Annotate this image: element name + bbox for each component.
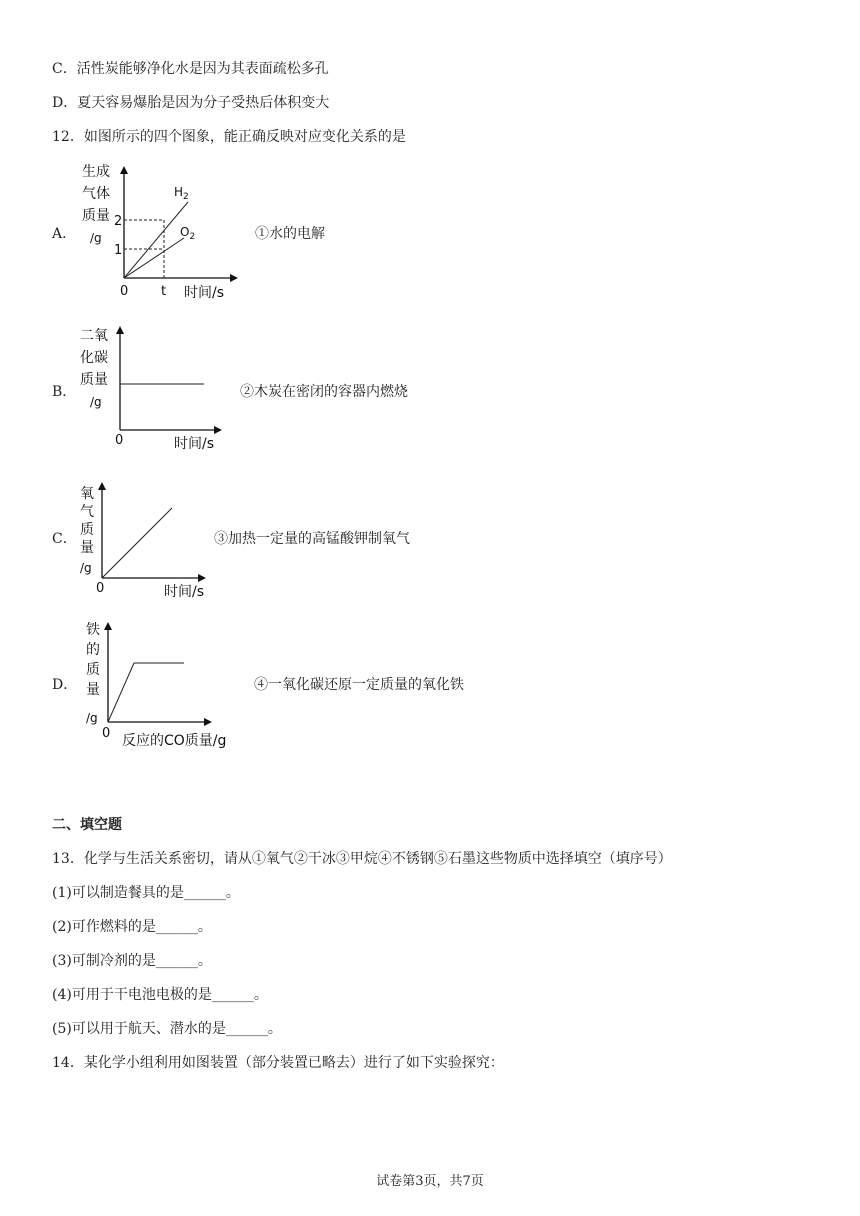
section-2-title: 二、填空题	[52, 817, 122, 833]
graph-d-xlabel: 反应的CO质量/g	[122, 733, 227, 749]
graph-c-ylabel-2: 质	[80, 522, 94, 538]
option-c-letter: C．	[52, 531, 77, 547]
graph-a-tick-y1: 1	[114, 243, 123, 258]
graph-a-ylabel-1: 气体	[82, 186, 110, 202]
q13-item-1: (1)可以制造餐具的是______。	[52, 885, 240, 901]
graph-a-h2-label: $H_2$	[174, 185, 189, 202]
graph-c-ylabel-3: 量	[80, 540, 94, 556]
graph-b	[78, 320, 238, 459]
graph-a-ylabel-2: 质量	[82, 208, 110, 224]
graph-c-ylabel-4: /g	[80, 561, 92, 575]
graph-c-ylabel-1: 气	[80, 504, 94, 520]
graph-d-ylabel-4: /g	[86, 711, 98, 725]
q13-item-3: (3)可制冷剂的是______。	[52, 953, 212, 969]
graph-c-ylabel-0: 氧	[80, 486, 94, 502]
graph-a-xlabel: 时间/s	[184, 285, 225, 301]
option-d-prev: D．夏天容易爆胎是因为分子受热后体积变大	[52, 95, 330, 111]
q13-item-2: (2)可作燃料的是______。	[52, 919, 212, 935]
question-14: 14．某化学小组利用如图装置（部分装置已略去）进行了如下实验探究：	[52, 1055, 504, 1071]
graph-c	[78, 474, 228, 608]
graph-b-xlabel: 时间/s	[174, 436, 215, 452]
option-d-letter: D．	[52, 677, 78, 693]
page-footer: 试卷第3页，共7页	[376, 1174, 484, 1189]
option-c-caption: ③加热一定量的高锰酸钾制氧气	[214, 531, 410, 547]
option-b-letter: B．	[52, 384, 77, 400]
graph-a-origin: 0	[120, 284, 129, 299]
question-12: 12．如图所示的四个图象，能正确反映对应变化关系的是	[52, 129, 406, 145]
q13-item-5: (5)可以用于航天、潜水的是______。	[52, 1021, 282, 1037]
graph-d-ylabel-3: 量	[86, 682, 100, 698]
option-d-caption: ④一氧化碳还原一定质量的氧化铁	[254, 677, 464, 693]
graph-b-ylabel-0: 二氧	[80, 328, 108, 344]
graph-c-xlabel: 时间/s	[164, 584, 205, 600]
option-c-prev: C．活性炭能够净化水是因为其表面疏松多孔	[52, 61, 329, 77]
graph-a-tick-t: t	[161, 284, 167, 299]
option-b-caption: ②木炭在密闭的容器内燃烧	[240, 384, 408, 400]
graph-c-rising-line	[102, 508, 172, 578]
graph-d-plateau-line	[108, 663, 184, 722]
graph-b-ylabel-1: 化碳	[80, 350, 108, 366]
graph-b-origin: 0	[115, 433, 124, 448]
graph-a-ylabel-3: /g	[90, 231, 102, 245]
graph-a	[78, 160, 258, 314]
graph-a-tick-y2: 2	[114, 214, 123, 229]
graph-b-ylabel-2: 质量	[80, 372, 108, 388]
graph-a-o2-label: $O_2$	[180, 225, 196, 242]
graph-a-o2-line	[124, 238, 184, 278]
graph-d-ylabel-0: 铁	[86, 622, 100, 638]
graph-d	[78, 614, 258, 758]
graph-d-ylabel-1: 的	[86, 642, 100, 658]
q13-item-4: (4)可用于干电池电极的是______。	[52, 987, 268, 1003]
question-13: 13．化学与生活关系密切，请从①氧气②干冰③甲烷④不锈钢⑤石墨这些物质中选择填空（填序号）	[52, 851, 672, 867]
graph-c-origin: 0	[96, 581, 105, 596]
graph-d-ylabel-2: 质	[86, 662, 100, 678]
graph-d-origin: 0	[102, 726, 111, 741]
option-a-caption: ①水的电解	[255, 226, 325, 242]
graph-a-h2-line	[124, 202, 188, 278]
graph-b-ylabel-3: /g	[90, 395, 102, 409]
option-a-letter: A．	[52, 226, 77, 242]
graph-a-ylabel-0: 生成	[82, 164, 110, 180]
